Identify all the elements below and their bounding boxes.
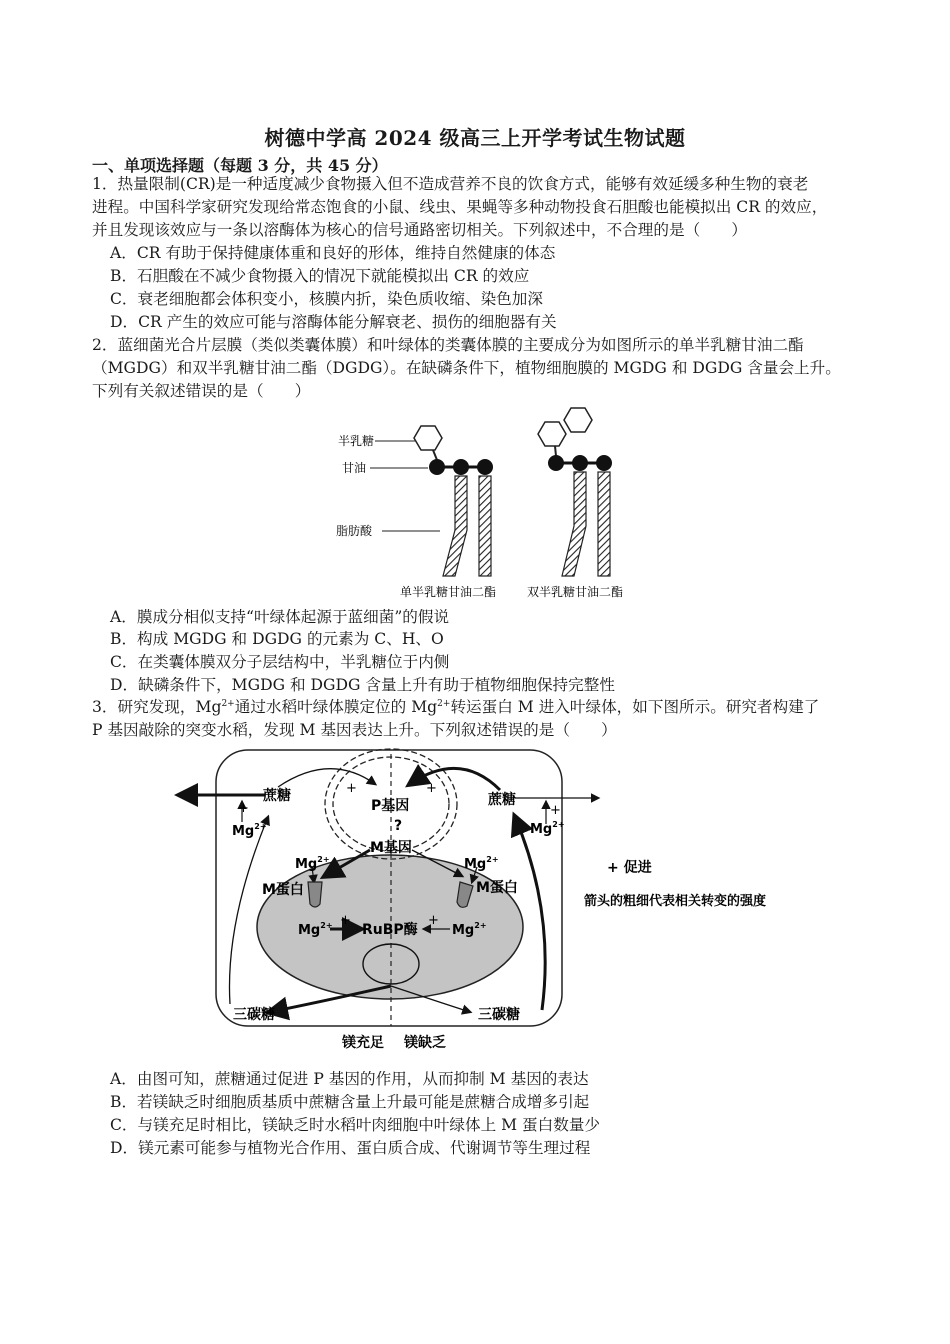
label-galactose: 半乳糖 bbox=[338, 434, 375, 448]
mg-left-cyto: $Mg^{2+}$ bbox=[295, 855, 330, 872]
mg-stroma-right: $Mg^{2+}$ bbox=[452, 921, 487, 938]
svg-text:+: + bbox=[550, 803, 561, 818]
m-gene: M基因 bbox=[370, 840, 412, 856]
m-protein-left-label: M蛋白 bbox=[262, 882, 304, 898]
q2-option-d: D．缺磷条件下，MGDG 和 DGDG 含量上升有助于植物细胞保持完整性 bbox=[110, 676, 615, 694]
svg-text:+: + bbox=[346, 781, 357, 796]
mg-left-outside: $Mg^{2+}$ bbox=[232, 822, 267, 839]
q2-stem-line1: 2．蓝细菌光合片层膜（类似类囊体膜）和叶绿体的类囊体膜的主要成分为如图所示的单半乳糖甘油二酯 bbox=[92, 336, 804, 354]
m-protein-left bbox=[308, 882, 322, 907]
label-fatty-acid: 脂肪酸 bbox=[336, 524, 373, 538]
legend-promote: + 促进 bbox=[607, 860, 652, 876]
svg-text:+: + bbox=[426, 781, 437, 796]
triose-right: 三碳糖 bbox=[478, 1007, 520, 1023]
mg-deficient-label: 镁缺乏 bbox=[404, 1035, 446, 1051]
mg-transport-diagram bbox=[170, 742, 820, 1057]
svg-text:+: + bbox=[428, 913, 439, 928]
glycolipid-figure bbox=[330, 400, 650, 605]
mg-stroma-left: $Mg^{2+}$ bbox=[298, 921, 333, 938]
sucrose-left: 蔗糖 bbox=[263, 788, 291, 804]
q3-stem-line1: 3．研究发现，$Mg^{2+}$通过水稻叶绿体膜定位的 $Mg^{2+}$转运蛋白 M 进入叶绿体，如下图所示。研究者构建了 bbox=[92, 698, 820, 716]
q1-option-c: C．衰老细胞都会体积变小，核膜内折，染色质收缩、染色加深 bbox=[110, 290, 543, 308]
sucrose-right: 蔗糖 bbox=[488, 792, 516, 808]
q3-option-a: A．由图可知，蔗糖通过促进 P 基因的作用，从而抑制 M 基因的表达 bbox=[110, 1070, 589, 1088]
q2-option-b: B．构成 MGDG 和 DGDG 的元素为 C、H、O bbox=[110, 630, 444, 648]
svg-text:+: + bbox=[340, 913, 351, 928]
q2-option-a: A．膜成分相似支持“叶绿体起源于蓝细菌”的假说 bbox=[110, 608, 450, 626]
q3-option-b: B．若镁缺乏时细胞质基质中蔗糖含量上升最可能是蔗糖合成增多引起 bbox=[110, 1093, 590, 1111]
section-heading: 一、单项选择题（每题 3 分，共 45 分） bbox=[92, 156, 388, 175]
q1-option-b: B．石胆酸在不减少食物摄入的情况下就能模拟出 CR 的效应 bbox=[110, 267, 530, 285]
q1-stem-line1: 1．热量限制(CR)是一种适度减少食物摄入但不造成营养不良的饮食方式，能够有效延缓多种生物的衰老 bbox=[92, 175, 809, 193]
q2-stem-line3: 下列有关叙述错误的是（ ） bbox=[92, 382, 311, 400]
q1-option-d: D．CR 产生的效应可能与溶酶体能分解衰老、损伤的细胞器有关 bbox=[110, 313, 557, 331]
caption-dgdg: 双半乳糖甘油二酯 bbox=[527, 585, 624, 599]
page-title: 树德中学高 2024 级高三上开学考试生物试题 bbox=[264, 126, 686, 150]
q2-option-c: C．在类囊体膜双分子层结构中，半乳糖位于内侧 bbox=[110, 653, 450, 671]
m-protein-right-label: M蛋白 bbox=[476, 880, 518, 896]
svg-text:+: + bbox=[238, 801, 249, 816]
q3-stem-line2: P 基因敲除的突变水稻，发现 M 基因表达上升。下列叙述错误的是（ ） bbox=[92, 721, 617, 739]
mgdg-molecule bbox=[414, 426, 493, 576]
label-glycerol: 甘油 bbox=[342, 461, 367, 475]
q2-stem-line2: （MGDG）和双半乳糖甘油二酯（DGDG）。在缺磷条件下，植物细胞膜的 MGDG 和 DGDG 含量会上升。 bbox=[92, 359, 841, 377]
q1-stem-line2: 进程。中国科学家研究发现给常态饱食的小鼠、线虫、果蝇等多种动物投食石胆酸也能模拟出 CR 的效应， bbox=[92, 198, 828, 216]
q1-option-a: A．CR 有助于保持健康体重和良好的形体，维持自然健康的体态 bbox=[110, 244, 556, 262]
caption-mgdg: 单半乳糖甘油二酯 bbox=[400, 585, 497, 599]
p-gene: P基因 bbox=[371, 798, 410, 814]
dgdg-molecule bbox=[538, 408, 612, 576]
mg-right-outside: $Mg^{2+}$ bbox=[530, 820, 565, 837]
rubp-enzyme: RuBP酶 bbox=[362, 922, 418, 938]
legend-arrow-thickness: 箭头的粗细代表相关转变的强度 bbox=[584, 894, 767, 909]
triose-left: 三碳糖 bbox=[233, 1007, 275, 1023]
q1-stem-line3: 并且发现该效应与一条以溶酶体为核心的信号通路密切相关。下列叙述中，不合理的是（ ） bbox=[92, 221, 747, 239]
q3-option-c: C．与镁充足时相比，镁缺乏时水稻叶肉细胞中叶绿体上 M 蛋白数量少 bbox=[110, 1116, 601, 1134]
question-mark: ? bbox=[394, 818, 403, 834]
mg-sufficient-label: 镁充足 bbox=[342, 1035, 384, 1051]
q3-option-d: D．镁元素可能参与植物光合作用、蛋白质合成、代谢调节等生理过程 bbox=[110, 1139, 591, 1157]
mg-right-cyto: $Mg^{2+}$ bbox=[464, 855, 499, 872]
